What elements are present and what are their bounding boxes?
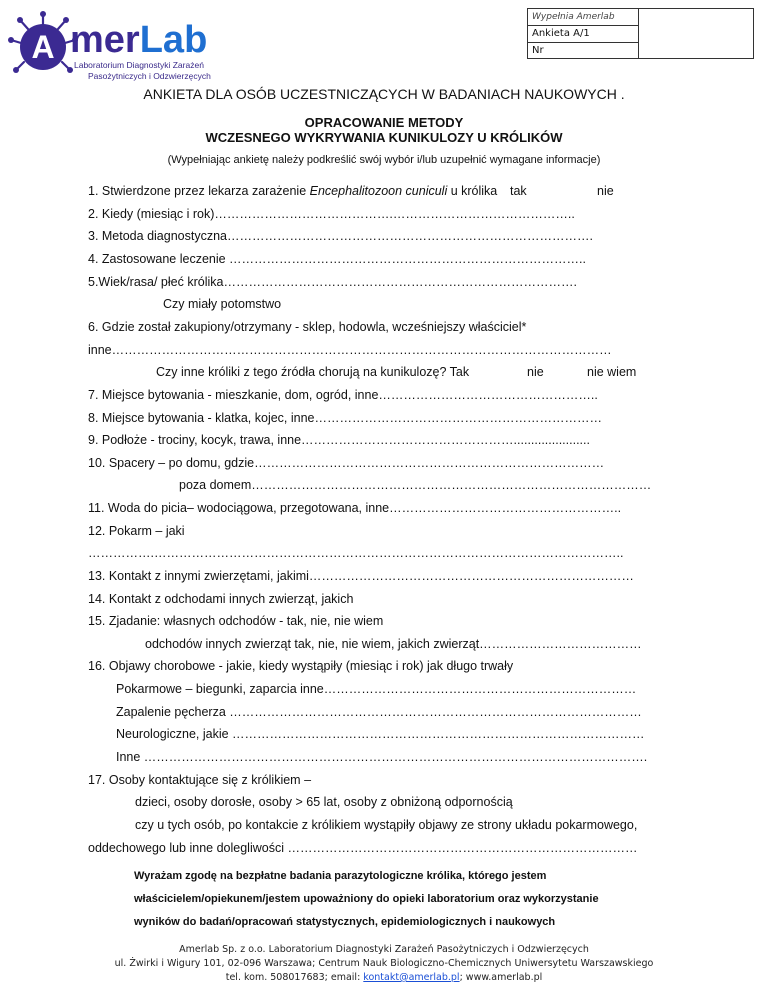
question-5-sub: Czy miały potomstwo <box>163 297 282 311</box>
question-16-neurological[interactable]: Neurologiczne, jakie ……………………………………………………………………………………… <box>116 727 645 741</box>
question-6: 6. Gdzie został zakupiony/otrzymany - sklep, hodowla, wcześniejszy właściciel* <box>88 320 527 334</box>
question-16-digestive[interactable]: Pokarmowe – biegunki, zaparcia inne………………………………………………………………… <box>116 682 637 696</box>
question-15-sub[interactable]: odchodów innych zwierząt tak, nie, nie wiem, jakich zwierząt………………………………… <box>145 637 642 651</box>
question-11[interactable]: 11. Woda do picia– wodociągowa, przegotowana, inne……………………………………………….. <box>88 501 622 515</box>
question-1-text-end: u królika <box>447 184 498 198</box>
footer-email-link[interactable]: kontakt@amerlab.pl <box>363 972 460 983</box>
office-label: Wypełnia Amerlab <box>528 9 638 26</box>
consent-line-1: Wyrażam zgodę na bezpłatne badania parazytologiczne królika, którego jestem <box>134 870 547 882</box>
subtitle-1: OPRACOWANIE METODY <box>304 115 464 130</box>
form-code: Ankieta A/1 <box>528 26 638 43</box>
question-3[interactable]: 3. Metoda diagnostyczna……………………………………………………………………………. <box>88 229 593 243</box>
logo-mer: mer <box>70 19 140 61</box>
question-9[interactable]: 9. Podłoże - trociny, kocyk, trawa, inne……………………………………………...................... <box>88 433 590 447</box>
question-14[interactable]: 14. Kontakt z odchodami innych zwierząt, jakich <box>88 592 354 606</box>
logo-letter-a: A <box>31 29 55 65</box>
footer-website: ; www.amerlab.pl <box>459 972 543 983</box>
question-1-species: Encephalitozoon cuniculi <box>309 184 448 198</box>
subtitle-2: WCZESNEGO WYKRYWANIA KUNIKULOZY U KRÓLIKÓW <box>205 130 563 145</box>
question-17-symptoms-cont[interactable]: oddechowego lub inne dolegliwości ………………………………………………………………………… <box>88 841 638 855</box>
consent-line-2: właścicielem/opiekunem/jestem upoważniony do opieki laboratorium oraz wykorzystanie <box>134 893 599 905</box>
question-1-text: 1. Stwierdzone przez lekarza zarażenie <box>88 184 310 198</box>
question-6-sub-dunno[interactable]: nie wiem <box>587 365 637 379</box>
question-5[interactable]: 5.Wiek/rasa/ płeć królika…………………………………………………………………………. <box>88 275 577 289</box>
logo-wordmark <box>70 20 207 60</box>
question-6-sub-no[interactable]: nie <box>527 365 544 379</box>
footer-company: Amerlab Sp. z o.o. Laboratorium Diagnostyki Zarażeń Pasożytniczych i Odzwierzęcych <box>179 944 589 955</box>
question-6-other[interactable]: inne………………………………………………………………………………………………………… <box>88 343 612 357</box>
nr-label: Nr <box>532 45 544 56</box>
consent-line-3: wyników do badań/opracowań statystycznych, epidemiologicznych i naukowych <box>134 916 556 928</box>
question-4[interactable]: 4. Zastosowane leczenie ………………………………………………………………………….. <box>88 252 586 266</box>
logo-subtitle-2: Pasożytniczych i Odzwierzęcych <box>88 71 211 81</box>
question-1-no[interactable]: nie <box>597 184 614 198</box>
question-17-persons[interactable]: dzieci, osoby dorosłe, osoby > 65 lat, osoby z obniżoną odpornością <box>135 795 513 809</box>
question-10-sub[interactable]: poza domem…………………………………………………………………………………… <box>179 478 652 492</box>
question-15[interactable]: 15. Zjadanie: własnych odchodów - tak, nie, nie wiem <box>88 614 384 628</box>
question-12-line[interactable]: …………….………………………………………………………………………………………………….. <box>88 546 624 560</box>
question-16-other[interactable]: Inne …………………………………………………………………………………………………………. <box>116 750 648 764</box>
question-17-symptoms: czy u tych osób, po kontakcie z królikiem wystąpiły objawy ze strony układu pokarmowego, <box>135 818 638 832</box>
amerlab-logo <box>4 8 224 86</box>
question-6-sub: Czy inne króliki z tego źródła chorują na kunikulozę? Tak <box>156 365 470 379</box>
footer-phone: tel. kom. 508017683; email: <box>225 972 364 983</box>
office-use-box <box>527 8 754 59</box>
question-13[interactable]: 13. Kontakt z innymi zwierzętami, jakimi…………………………………………………………………… <box>88 569 634 583</box>
question-17: 17. Osoby kontaktujące się z królikiem – <box>88 773 312 787</box>
question-16: 16. Objawy chorobowe - jakie, kiedy wystąpiły (miesiąc i rok) jak długo trwały <box>88 659 514 673</box>
question-1-yes[interactable]: tak <box>510 184 527 198</box>
question-10[interactable]: 10. Spacery – po domu, gdzie………………………………………………………………………… <box>88 456 605 470</box>
question-2[interactable]: 2. Kiedy (miesiąc i rok)…………………………………….…………………………………….. <box>88 207 575 221</box>
logo-subtitle-1: Laboratorium Diagnostyki Zarażeń <box>74 60 204 70</box>
footer-contact <box>0 972 768 983</box>
question-7[interactable]: 7. Miejsce bytowania - mieszkanie, dom, ogród, inne…………………………………………….. <box>88 388 598 402</box>
footer-address: ul. Żwirki i Wigury 101, 02-096 Warszawa; Centrum Nauk Biologiczno-Chemicznych Uniwersytetu Warszawskiego <box>114 958 654 969</box>
instruction: (Wypełniając ankietę należy podkreślić swój wybór i/lub uzupełnić wymagane informacje) <box>167 154 601 166</box>
logo-lab: Lab <box>139 19 208 61</box>
question-8[interactable]: 8. Miejsce bytowania - klatka, kojec, inne…………………………………………………………… <box>88 411 602 425</box>
question-16-bladder[interactable]: Zapalenie pęcherza ……………………………………………………………………………………… <box>116 705 642 719</box>
microbe-logo-icon <box>8 10 78 80</box>
question-1 <box>88 183 497 199</box>
page-title: ANKIETA DLA OSÓB UCZESTNICZĄCYCH W BADANIACH NAUKOWYCH . <box>143 86 625 102</box>
question-12: 12. Pokarm – jaki <box>88 524 185 538</box>
